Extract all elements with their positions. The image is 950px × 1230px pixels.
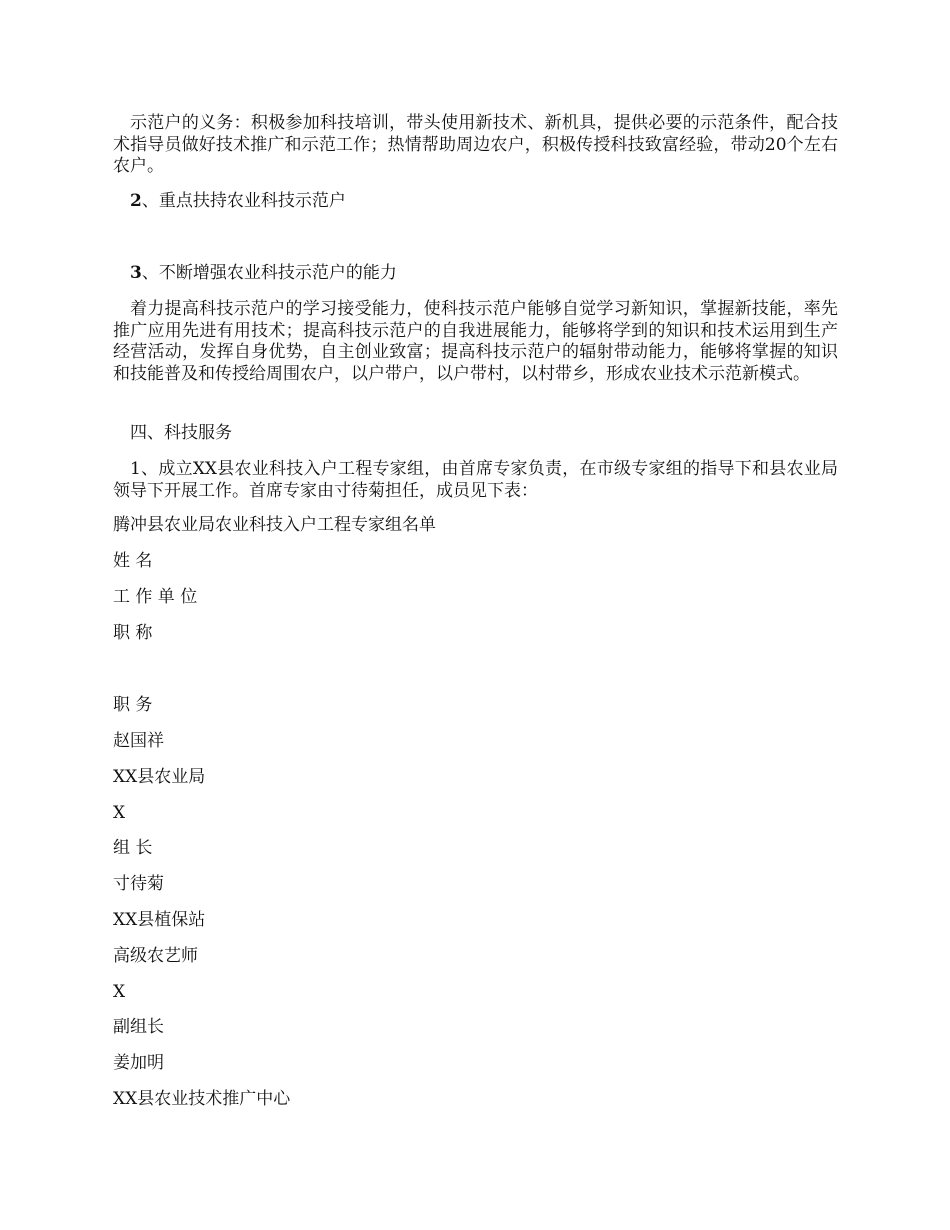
table-header-title: 职 称 — [113, 623, 153, 643]
table-cell: 寸待菊 — [113, 874, 164, 894]
table-cell: 赵国祥 — [113, 731, 164, 751]
table-header-name: 姓 名 — [113, 551, 153, 571]
table-title: 腾冲县农业局农业科技入户工程专家组名单 — [113, 515, 436, 535]
section-heading-tech-service: 四、科技服务 — [130, 423, 232, 443]
table-cell: 高级农艺师 — [113, 946, 198, 966]
heading-text: 、重点扶持农业科技示范户 — [141, 191, 346, 211]
table-cell: XX县农业技术推广中心 — [113, 1089, 291, 1109]
paragraph-expert-group: 1、成立XX县农业科技入户工程专家组，由首席专家负责，在市级专家组的指导下和县农业局领导下开展工作。首席专家由寸待菊担任，成员见下表： — [113, 459, 838, 501]
table-header-position: 职 务 — [113, 695, 153, 715]
table-cell: X — [113, 803, 126, 823]
heading-key-support — [130, 191, 855, 213]
heading-number: 3 — [130, 263, 142, 283]
table-cell: XX县农业局 — [113, 767, 206, 787]
table-cell: 组 长 — [113, 838, 153, 858]
table-cell: XX县植保站 — [113, 910, 206, 930]
table-cell: 副组长 — [113, 1017, 164, 1037]
table-header-unit: 工 作 单 位 — [113, 587, 198, 607]
table-cell: X — [113, 982, 126, 1002]
heading-number: 2 — [130, 191, 142, 211]
table-cell: 姜加明 — [113, 1053, 164, 1073]
heading-capability — [130, 263, 855, 285]
paragraph-capability: 着力提高科技示范户的学习接受能力，使科技示范户能够自觉学习新知识，掌握新技能，率先推广应用先进有用技术；提高科技示范户的自我进展能力，能够将学到的知识和技术运用到生产经营活动，发挥自身优势，自主创业致富；提高科技示范户的辐射带动能力，能够将掌握的知识和技能普及和传授给周围农户，以户带户，以户带村，以村带乡，形成农业技术示范新模式。 — [113, 299, 838, 384]
heading-text: 、不断增强农业科技示范户的能力 — [141, 263, 397, 283]
paragraph-obligation: 示范户的义务：积极参加科技培训，带头使用新技术、新机具，提供必要的示范条件，配合技术指导员做好技术推广和示范工作；热情帮助周边农户，积极传授科技致富经验，带动20个左右农户。 — [113, 113, 838, 176]
